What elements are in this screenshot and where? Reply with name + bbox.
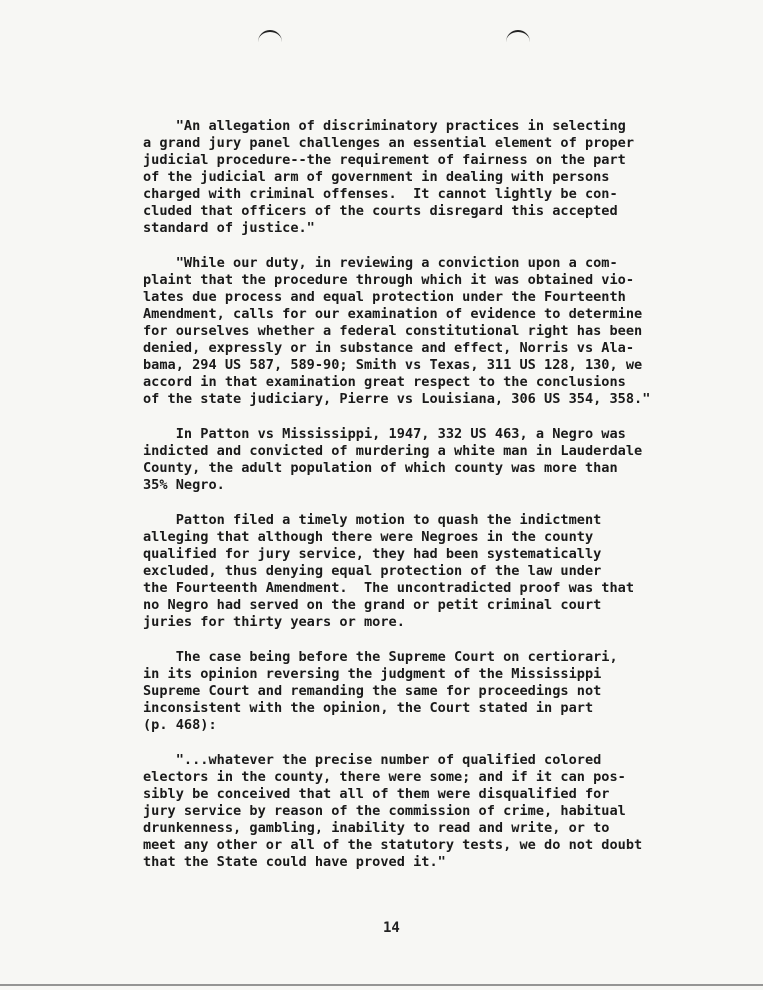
binder-hole-left: [258, 30, 282, 44]
paragraph-supreme-court: The case being before the Supreme Court on certiorari, in its opinion reversing the judgment of the Mississippi Supreme Court and remanding the same for proceedings not inconsistent with the opinion, the Court stated in part (p. 468):: [143, 649, 618, 733]
document-body: [143, 118, 703, 871]
binder-hole-right: [506, 30, 530, 44]
paragraph-quote-allegation: "An allegation of discriminatory practices in selecting a grand jury panel challenges an essential element of proper judicial procedure--the requirement of fairness on the part of the judicial arm of government in dealing with persons charged with criminal offenses. It cannot lightly be con- cluded that officers of the courts disregard this accepted standard of justice.": [143, 118, 635, 236]
paragraph-quote-electors: "...whatever the precise number of qualified colored electors in the county, there were some; and if it can pos- sibly be conceived that all of them were disqualified for jury service by reason of the commission of crime, habitual drunkenness, gambling, inability to read and write, or to meet any other or all of the statutory tests, we do not doubt that the State could have proved it.": [143, 752, 643, 870]
page-number: 14: [383, 920, 400, 936]
paragraph-patton-motion: Patton filed a timely motion to quash the indictment alleging that although there were Negroes in the county qualified for jury service, they had been systematically excluded, thus denying equal protection of the law under the Fourteenth Amendment. The uncontradicted proof was that no Negro had served on the grand or petit criminal court juries for thirty years or more.: [143, 512, 635, 630]
paragraph-quote-duty: "While our duty, in reviewing a conviction upon a com- plaint that the procedure through which it was obtained vio- lates due process and equal protection under the Fourteenth Amendment, calls for our examination of evidence to determine for ourselves whether a federal constitutional right has been denied, expressly or in substance and effect, Norris vs Ala- bama, 294 US 587, 589-90; Smith vs Texas, 311 US 128, 130, we accord in that examination great respect to the conclusions of the state judiciary, Pierre vs Louisiana, 306 US 354, 358.": [143, 255, 651, 407]
paragraph-patton-case: In Patton vs Mississippi, 1947, 332 US 463, a Negro was indicted and convicted of murdering a white man in Lauderdale County, the adult population of which county was more than 35% Negro.: [143, 426, 643, 493]
page-edge-shadow: [0, 984, 763, 986]
